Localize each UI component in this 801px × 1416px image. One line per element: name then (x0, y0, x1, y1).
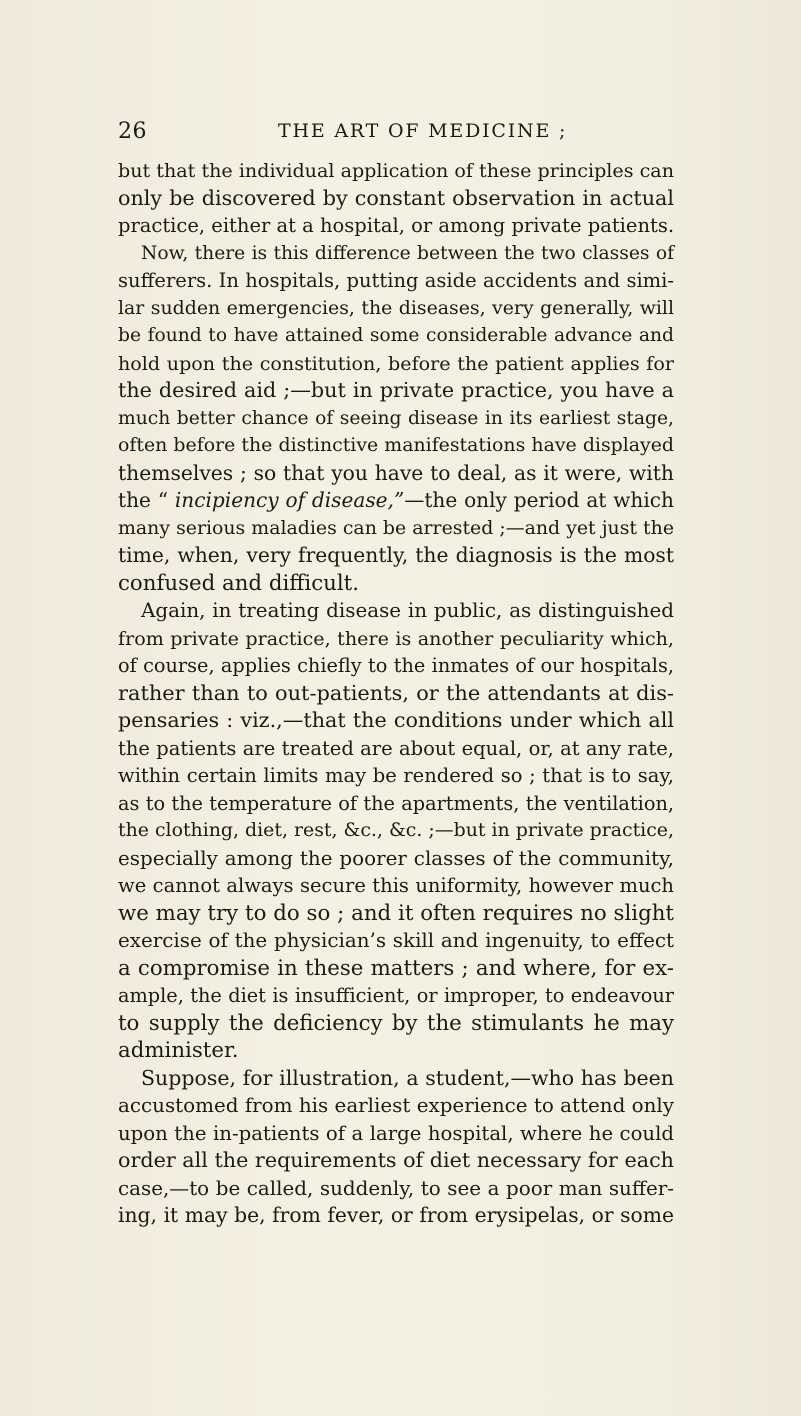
text-line: the patients are treated are about equal, or, at any rate, (118, 736, 674, 760)
text-line: the desired aid ;—but in private practice, you have a (118, 378, 674, 402)
page-number: 26 (118, 119, 147, 144)
text-line: lar sudden emergencies, the diseases, very generally, will (118, 296, 674, 319)
text-line: exercise of the physician’s skill and ingenuity, to effect (118, 929, 674, 952)
page-header (118, 119, 674, 149)
text-line: much better chance of seeing disease in its earliest stage, (118, 407, 674, 429)
text-line: especially among the poorer classes of the community, (118, 846, 674, 870)
text-line: we may try to do so ; and it often requires no slight (118, 900, 674, 926)
text-line: ample, the diet is insufficient, or improper, to endeavour (118, 984, 674, 1007)
text-line: practice, either at a hospital, or among private patients. (118, 214, 675, 237)
text-line: time, when, very frequently, the diagnosis is the most (118, 543, 674, 567)
text-line: rather than to out-patients, or the attendants at dis- (118, 680, 674, 705)
text-line: case,—to be called, suddenly, to see a poor man suffer- (118, 1176, 674, 1200)
text-line: but that the individual application of these principles can (118, 159, 674, 182)
text-line: within certain limits may be rendered so ; that is to say, (118, 764, 674, 787)
text-line: pensaries : viz.,—that the conditions under which all (118, 708, 674, 732)
text-line: ing, it may be, from fever, or from erysipelas, or some (118, 1203, 674, 1227)
text-run: —the only period at which (404, 488, 674, 512)
text-line: be found to have attained some considerable advance and (118, 325, 674, 346)
text-line: a compromise in these matters ; and where, for ex- (118, 955, 674, 981)
text-line: to supply the deficiency by the stimulants he may (118, 1010, 674, 1036)
italic-phrase: incipiency of disease,” (174, 488, 405, 512)
text-line: confused and difficult. (118, 570, 359, 596)
text-line: order all the requirements of diet necessary for each (118, 1148, 674, 1172)
body-text (118, 157, 674, 1230)
text-line: many serious maladies can be arrested ;—and yet just the (118, 516, 674, 539)
text-line: of course, applies chiefly to the inmates of our hospitals, (118, 654, 674, 677)
text-line (118, 487, 674, 515)
text-line: accustomed from his earliest experience to attend only (118, 1094, 675, 1117)
text-line: often before the distinctive manifestations have displayed (118, 434, 674, 456)
text-run: the “ (118, 488, 175, 512)
text-line: only be discovered by constant observation in actual (118, 185, 674, 210)
text-line: as to the temperature of the apartments, the ventilation, (118, 791, 674, 815)
text-line: from private practice, there is another peculiarity which, (118, 626, 674, 650)
text-line: Now, there is this difference between the two classes of (141, 242, 674, 264)
text-line: Suppose, for illustration, a student,—who has been (141, 1065, 674, 1090)
text-line: administer. (118, 1038, 239, 1063)
text-line: we cannot always secure this uniformity, however much (118, 874, 674, 897)
text-line: Again, in treating disease in public, as distinguished (141, 599, 674, 622)
text-line: themselves ; so that you have to deal, as it were, with (118, 460, 674, 485)
text-line: hold upon the constitution, before the patient applies for (118, 351, 674, 375)
running-head: THE ART OF MEDICINE ; (278, 120, 568, 142)
text-line: upon the in-patients of a large hospital, where he could (118, 1121, 674, 1145)
text-line: the clothing, diet, rest, &c., &c. ;—but in private practice, (118, 819, 674, 841)
text-line: sufferers. In hospitals, putting aside accidents and simi- (118, 269, 674, 292)
